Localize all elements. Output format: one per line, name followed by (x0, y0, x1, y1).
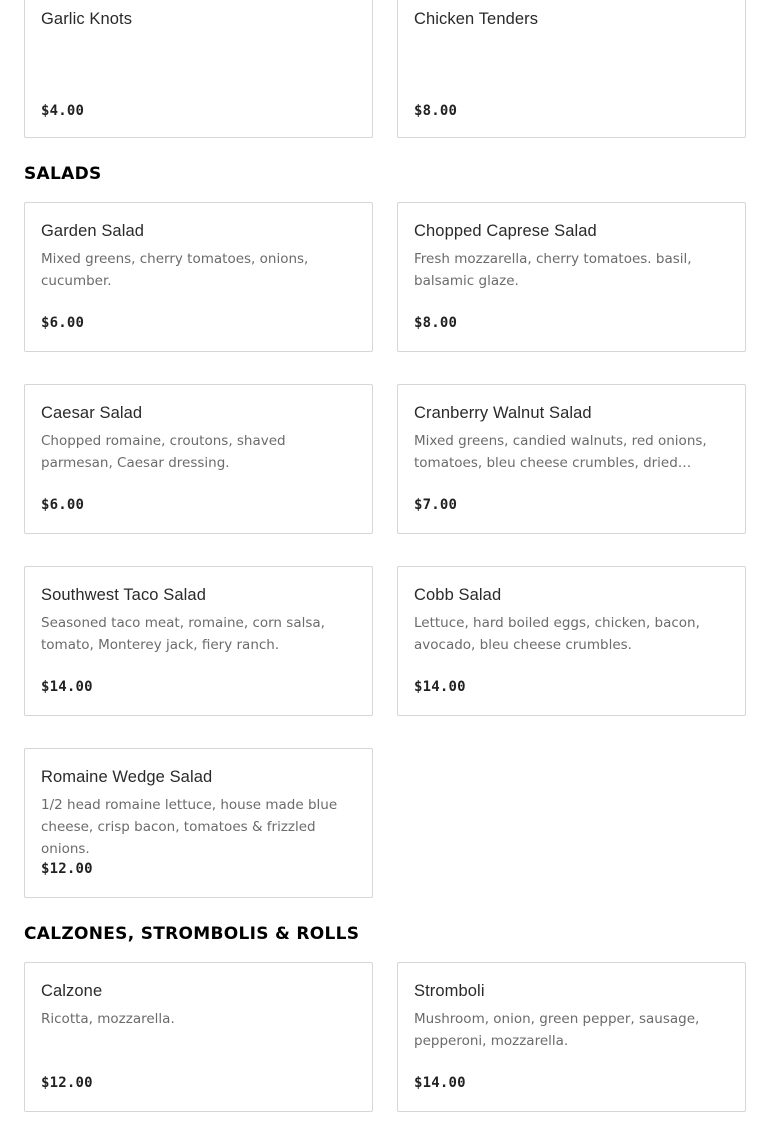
item-name: Caesar Salad (41, 404, 143, 422)
item-price: $12.00 (41, 1075, 93, 1091)
section-title-salads: SALADS (24, 164, 102, 184)
item-description: Chopped romaine, croutons, shaved parmesan, Caesar dressing. (41, 433, 286, 471)
menu-item-card[interactable] (24, 566, 373, 716)
item-name: Garlic Knots (41, 10, 133, 28)
item-name: Calzone (41, 982, 103, 1000)
item-price: $14.00 (41, 679, 93, 695)
item-name: Romaine Wedge Salad (41, 768, 213, 786)
menu-item-card[interactable] (397, 566, 746, 716)
item-description: Mushroom, onion, green pepper, sausage, pepperoni, mozzarella. (414, 1011, 700, 1049)
item-description: Mixed greens, candied walnuts, red onions, tomatoes, bleu cheese crumbles, dried… (414, 433, 707, 471)
item-price: $14.00 (414, 1075, 466, 1091)
menu-item-card[interactable] (397, 202, 746, 352)
item-description: Fresh mozzarella, cherry tomatoes. basil, balsamic glaze. (414, 251, 692, 289)
item-price: $8.00 (414, 315, 458, 331)
item-name: Stromboli (414, 982, 485, 1000)
item-name: Chopped Caprese Salad (414, 222, 597, 240)
item-name: Garden Salad (41, 222, 145, 240)
item-description: 1/2 head romaine lettuce, house made blue cheese, crisp bacon, tomatoes & frizzled onions. (41, 797, 338, 857)
menu-item-card[interactable] (397, 0, 746, 138)
item-price: $12.00 (41, 861, 93, 877)
menu-item-card[interactable] (24, 384, 373, 534)
menu-item-card[interactable] (397, 962, 746, 1112)
menu-item-card[interactable] (397, 384, 746, 534)
item-price: $6.00 (41, 497, 85, 513)
item-name: Chicken Tenders (414, 10, 539, 28)
item-description: Lettuce, hard boiled eggs, chicken, bacon, avocado, bleu cheese crumbles. (414, 615, 700, 653)
item-description: Seasoned taco meat, romaine, corn salsa, tomato, Monterey jack, fiery ranch. (41, 615, 325, 653)
item-price: $14.00 (414, 679, 466, 695)
item-name: Cranberry Walnut Salad (414, 404, 592, 422)
item-price: $4.00 (41, 103, 85, 119)
item-price: $7.00 (414, 497, 458, 513)
menu-item-card[interactable] (24, 962, 373, 1112)
item-price: $6.00 (41, 315, 85, 331)
item-price: $8.00 (414, 103, 458, 119)
menu-item-card[interactable] (24, 0, 373, 138)
item-name: Cobb Salad (414, 586, 502, 604)
item-description: Mixed greens, cherry tomatoes, onions, cucumber. (41, 251, 309, 289)
section-title-calzones: CALZONES, STROMBOLIS & ROLLS (24, 924, 360, 944)
menu-item-card[interactable] (24, 202, 373, 352)
item-name: Southwest Taco Salad (41, 586, 206, 604)
menu-item-card[interactable] (24, 748, 373, 898)
item-description: Ricotta, mozzarella. (41, 1011, 175, 1027)
